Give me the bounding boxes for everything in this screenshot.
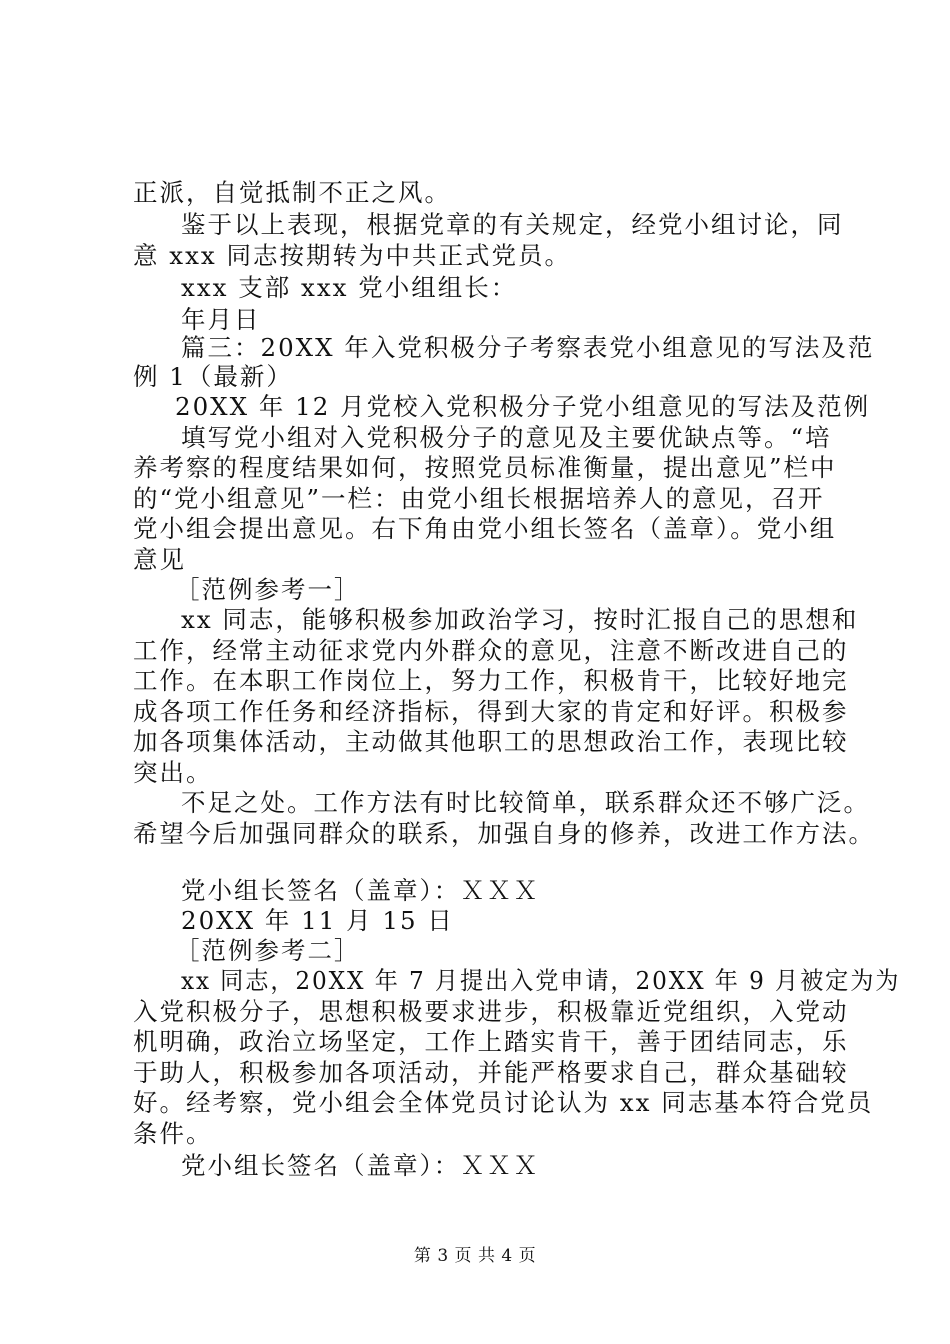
text-line: 好。经考察，党小组会全体党员讨论认为 xx 同志基本符合党员 (133, 1088, 874, 1117)
text-line: 篇三：20XX 年入党积极分子考察表党小组意见的写法及范 (181, 333, 875, 362)
text-line: 20XX 年 12 月党校入党积极分子党小组意见的写法及范例 (175, 392, 871, 421)
text-line: 的“党小组意见”一栏：由党小组长根据培养人的意见，召开 (133, 484, 825, 513)
text-line: 于助人，积极参加各项活动，并能严格要求自己，群众基础较 (133, 1058, 849, 1087)
text-line: 突出。 (133, 758, 213, 787)
signature-line: 党小组长签名（盖章）：ＸＸＸ (181, 1151, 540, 1180)
date-line: 20XX 年 11 月 15 日 (181, 906, 454, 935)
text-line: xxx 支部 xxx 党小组组长： (181, 273, 518, 302)
page-footer: 第 3 页 共 4 页 (413, 1246, 537, 1266)
text-line: 年月日 (181, 305, 261, 334)
text-line: 机明确，政治立场坚定，工作上踏实肯干，善于团结同志，乐 (133, 1027, 849, 1056)
text-line: 党小组会提出意见。右下角由党小组长签名（盖章）。党小组 (133, 514, 837, 543)
text-line: 鉴于以上表现，根据党章的有关规定，经党小组讨论，同 (181, 210, 844, 239)
text-line: 意见 (133, 545, 186, 574)
text-line: 意 xxx 同志按期转为中共正式党员。 (133, 241, 572, 270)
text-line: 希望今后加强同群众的联系，加强自身的修养，改进工作方法。 (133, 819, 875, 848)
signature-line: 党小组长签名（盖章）：ＸＸＸ (181, 876, 540, 905)
text-line: xx 同志，20XX 年 7 月提出入党申请，20XX 年 9 月被定为为 (181, 966, 901, 995)
text-line: 例 1（最新） (133, 362, 293, 391)
text-line: 成各项工作任务和经济指标，得到大家的肯定和好评。积极参 (133, 697, 849, 726)
text-line: 填写党小组对入党积极分子的意见及主要优缺点等。“培 (181, 423, 832, 452)
text-line: 养考察的程度结果如何，按照党员标准衡量，提出意见”栏中 (133, 453, 837, 482)
text-line: 工作。在本职工作岗位上，努力工作，积极肯干，比较好地完 (133, 666, 849, 695)
text-line: 入党积极分子，思想积极要求进步，积极靠近党组织，入党动 (133, 997, 849, 1026)
text-line: ［范例参考一］ (175, 575, 361, 604)
text-line: 不足之处。工作方法有时比较简单，联系群众还不够广泛。 (181, 788, 870, 817)
text-line: 正派，自觉抵制不正之风。 (133, 178, 451, 207)
text-line: 加各项集体活动，主动做其他职工的思想政治工作，表现比较 (133, 727, 849, 756)
text-line: ［范例参考二］ (175, 936, 361, 965)
text-line: xx 同志，能够积极参加政治学习，按时汇报自己的思想和 (181, 605, 859, 634)
text-line: 工作，经常主动征求党内外群众的意见，注意不断改进自己的 (133, 636, 849, 665)
text-line: 条件。 (133, 1119, 213, 1148)
